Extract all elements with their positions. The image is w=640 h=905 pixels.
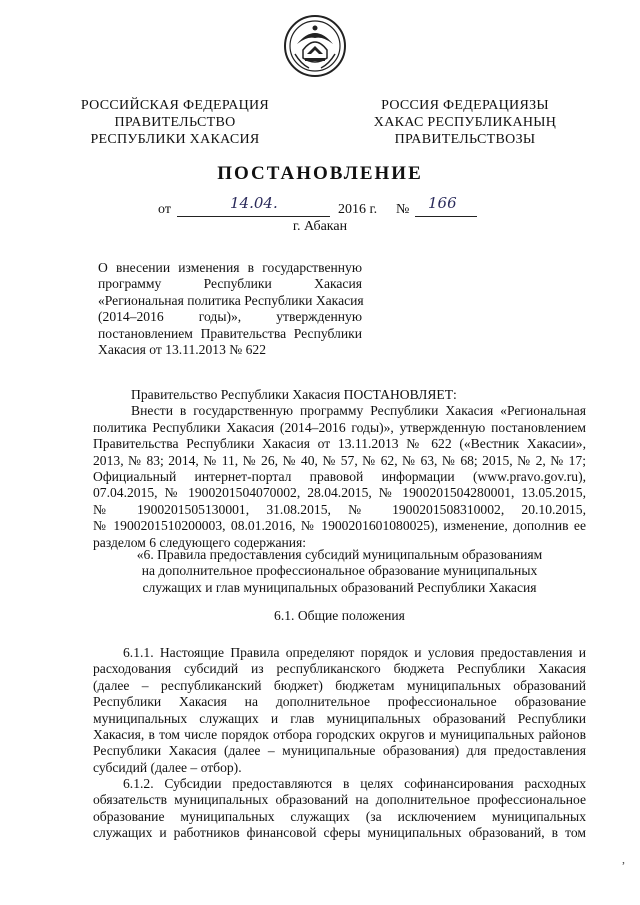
section-title-line: «6. Правила предоставления субсидий муниципальным образованиям (136, 547, 543, 562)
paragraph-line: Хакасия, в том числе порядок отбора городских округов и муниципальных районов (93, 726, 586, 742)
body-block (93, 387, 586, 551)
city-label: г. Абакан (292, 219, 348, 234)
subject-line: «Региональная политика Республики Хакасия (98, 292, 364, 308)
header-left-line: РОССИЙСКАЯ ФЕДЕРАЦИЯ (80, 98, 270, 113)
paragraph-line: Республики Хакасия (далее – муниципальные образования) для предоставления (93, 743, 586, 759)
subject-block (98, 260, 362, 358)
document-title: ПОСТАНОВЛЕНИЕ (217, 163, 423, 184)
subsection-title-text: 6.1. Общие положения (274, 608, 405, 623)
subject-line: (2014–2016 годы)», утвержденную (98, 309, 362, 325)
paragraph-line: служащих и работников финансовой сферы муниципальных образований, в том (93, 825, 586, 841)
year-label: 2016 г. (338, 202, 378, 217)
paragraph-line: расходования субсидий из республиканского бюджета Республики Хакасия (93, 661, 586, 677)
dateline (0, 194, 640, 220)
paragraph-line: Официальный интернет-портал правовой информации (www.pravo.gov.ru), (93, 468, 586, 484)
number-label: № (396, 202, 410, 217)
coat-of-arms-emblem (283, 14, 347, 78)
paragraph-6-1-1 (93, 645, 586, 776)
paragraph-line: разделом 6 следующего содержания: (93, 534, 307, 550)
paragraph-line: муниципальных служащих и глав муниципальных образований Республики (93, 710, 586, 726)
header-left-line: ПРАВИТЕЛЬСТВО (114, 115, 236, 130)
paragraph-line: № 1900201510200003, 08.01.2016, № 1900201601080025), изменение, дополнив ее (93, 518, 586, 534)
section-title-line: служащих и глав муниципальных образований Республики Хакасия (142, 579, 537, 595)
subject-line: программу Республики Хакасия (98, 276, 362, 292)
paragraph-line: образование муниципальных служащих (за исключением муниципальных (93, 808, 586, 824)
header-right-line: РОССИЯ ФЕДЕРАЦИЯЗЫ (381, 98, 549, 113)
paragraph-line: Внести в государственную программу Республики Хакасия «Региональная (131, 403, 586, 419)
paragraph-line: политика Республики Хакасия (2014–2016 годы)», утвержденную постановлением (93, 419, 586, 435)
paragraph-line: обязательств муниципальных образований на дополнительное профессиональное (93, 792, 586, 808)
paragraph-line: 07.04.2015, № 1900201504070002, 28.04.2015, № 1900201504280001, 13.05.2015, (93, 485, 586, 501)
preamble: Правительство Республики Хакасия ПОСТАНОВЛЯЕТ: (131, 387, 457, 402)
paragraph-6-1-2 (93, 776, 586, 842)
subject-line: постановлением Правительства Республики (98, 325, 362, 341)
paragraph-line: субсидий (далее – отбор). (93, 759, 242, 775)
paragraph-line: Республики Хакасия на дополнительное профессиональное образование (93, 694, 586, 710)
scan-mark: , (622, 852, 625, 866)
handwritten-number: 166 (428, 194, 457, 212)
paragraph-line: 6.1.2. Субсидии предоставляются в целях софинансирования расходных (123, 776, 586, 791)
subject-line: О внесении изменения в государственную (98, 260, 362, 275)
subject-line: Хакасия от 13.11.2013 № 622 (98, 342, 267, 358)
section-title (93, 547, 586, 596)
from-label: от (158, 202, 171, 217)
paragraph-line: Правительства Республики Хакасия от 13.11.2013 № 622 («Вестник Хакасии», (93, 436, 586, 452)
paragraph-line: № 1900201505130001, 31.08.2015, № 1900201508310002, 20.10.2015, (93, 501, 586, 517)
header-right-line: ХАКАС РЕСПУБЛИКАНЫҢ (373, 115, 557, 130)
paragraph-line: (далее – республиканский бюджет) бюджетам муниципальных образований (93, 677, 586, 693)
header-left (70, 97, 280, 148)
section-title-line: на дополнительное профессиональное образование муниципальных (141, 563, 538, 579)
header-right-line: ПРАВИТЕЛЬСТВОЗЫ (394, 132, 536, 147)
subsection-title (93, 608, 586, 624)
paragraph-line: 2013, № 83; 2014, № 11, № 26, № 40, № 57, № 62, № 63, № 68; 2015, № 2, № 17; (93, 452, 586, 468)
header-right (360, 97, 570, 148)
handwritten-date: 14.04. (230, 194, 278, 212)
paragraph-line: 6.1.1. Настоящие Правила определяют порядок и условия предоставления и (123, 645, 586, 660)
header-left-line: РЕСПУБЛИКИ ХАКАСИЯ (90, 132, 260, 147)
